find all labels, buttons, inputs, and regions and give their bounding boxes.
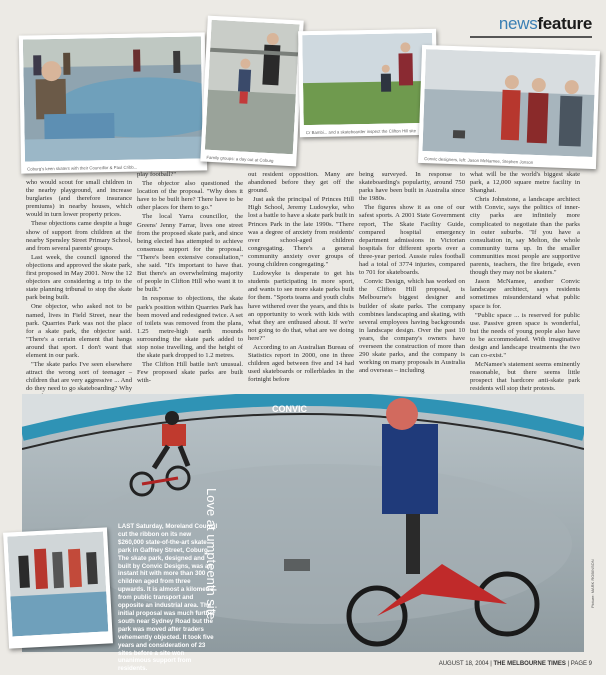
paragraph: The objector also questioned the location of the proposal. "Why does it have to be built here? There have to be other places for them to go." <box>137 180 243 212</box>
paragraph: The figures show it as one of our safest sports. A 2001 State Government report, The Skate Facility Guide, compared hospital emergency department admissions in Victorian hospitals for different sports over a three-year period. Aussie rules football had a total of 3774 injuries, compared to 701 for skateboards. <box>359 204 465 277</box>
photo-credit: Picture: MARK ROBINSON <box>590 559 595 608</box>
paragraph: The local Yarra councillor, the Greens' Jenny Farrar, lives one street from the proposed skate park, and since being elected has attempted to achieve consensus support for the proposal. "There's been extensive consultation," she said. "It's important to have that. But there's an overwhelming majority of people in Clifton Hill who want it to be built." <box>137 213 243 294</box>
paragraph: who would scout for small children in the nearby playground, and increase burglaries (and therefore insurance premiums) in nearby houses, which would in turn lower property prices. <box>26 179 132 219</box>
footer-date: AUGUST 18, 2004 <box>438 661 489 667</box>
paragraph: Ludowyke is desperate to get his students participating in more sport, and wants to see more skate parks built for them. "Sports teams and youth clubs have withered over the years, and this is an opportunity to work with kids with what they are enthused about. If we're not going to do that, what are we doing here?" <box>248 270 354 342</box>
article-column-1 <box>26 179 132 403</box>
footer-separator: | <box>567 661 571 667</box>
paragraph: Convic Design, which has worked on the Clifton Hill proposal, is Melbourne's biggest designer and builder of skate parks. The company combines landscaping and skating, with several employees having backgrounds in landscape design. Over the past 10 years, the company's owners have overseen the construction of more than 290 skate parks, and the company is working on many proposals in Australia and overseas – including <box>359 278 465 375</box>
photo-caption: Cr Bambi... and a skateboarder inspect the Clifton Hill site <box>305 128 416 136</box>
skaters-image <box>23 36 203 161</box>
footer-separator: | <box>490 661 494 667</box>
paragraph: The Clifton Hill battle isn't unusual. Few proposed skate parks are built with- <box>137 361 243 385</box>
photo-skaters-coburg <box>19 32 207 173</box>
article-column-4 <box>359 171 465 376</box>
paragraph: These objections came despite a huge show of support from children at the nearby Spensley Street Primary School, and from several parents' groups. <box>26 220 132 252</box>
paragraph: what will be the world's biggest skate park, a 12,000 square metre facility in Shanghai. <box>470 171 580 195</box>
family-image <box>205 20 300 154</box>
paragraph: In response to objections, the skate park's position within Quarries Park has been moved and redesigned twice. A set of toilets was removed from the plans, 1.25 metre-high earth mounds surrounding the skate park added to stop noise travelling, and the height of the skate park dropped to 1.2 metres. <box>137 295 243 360</box>
paragraph: Just ask the principal of Princes Hill High School, Jeremy Ludowyke, who lost a battle to have a skate park built in Princes Park in the late 1990s. "There was a degree of anxiety from residents' over school-aged children congregating. There's a general community anxiety over groups of young children congregating." <box>248 196 354 269</box>
page-footer <box>439 661 592 667</box>
paragraph: McNamee's statement seems eminently reasonable, but there seems little prospect that hardcore anti-skate park residents will stop their protests. <box>470 361 580 393</box>
paragraph: out resident opposition. Many are abandoned before they get off the ground. <box>248 171 354 195</box>
photo-convic-designers <box>418 45 600 169</box>
site-image <box>302 33 434 125</box>
bowl-text: CONVIC <box>272 404 308 414</box>
photo-family-groups <box>200 16 304 167</box>
inset-crowd-image <box>7 532 108 637</box>
paragraph: Chris Johnstone, a landscape architect with Convic, says the politics of inner-city parks are infinitely more complicated to negotiate than the parks in outer suburbs. "If you have a consultation in, say Melton, the whole community turns up. In the smaller communities most people are supportive parents, teachers, the fire brigade, even though they may not be skaters." <box>470 196 580 277</box>
photo-caption: Coburg's keen skaters with their Councillor & Paul Cribb... <box>27 164 138 172</box>
paragraph: being surveyed. In response to skateboarding's popularity, around 750 parks have been built in Australia since the 1980s. <box>359 171 465 203</box>
photo-caption: Family groups: a day out at Coburg <box>206 154 274 164</box>
footer-paper: THE MELBOURNE TIMES <box>493 661 566 667</box>
article-column-2 <box>137 171 243 386</box>
paragraph: "The skate parks I've seen elsewhere attract the wrong sort of teenager – children that are very aggressive ... And do they need to go skateboarding? Why <box>26 361 132 393</box>
paragraph: play football?" <box>137 171 177 178</box>
designers-image <box>422 49 595 157</box>
section-label-news: news <box>498 14 538 33</box>
sidebar-text: LAST Saturday, Moreland Council cut the ribbon on its new $260,000 state-of-the-art skate park in Gaffney Street, Coburg. The skate park, designed and built by Convic Designs, was an instant hit with more than 300 children aged from three upwards. It is almost a kilometre from public transport and opposite an industrial area. The initial proposal was much further south near Sydney Road but the park was moved after traders vehemently objected. It took five years and consideration of 23 sites before a site won unanimous support from residents. <box>118 523 218 673</box>
photo-inset-coburg-crowd <box>3 527 113 648</box>
paragraph: Last week, the council ignored the objections and approved the skate park, first proposed in May 2001. Now the 12 objectors are considering a trip to the state planning tribunal to stop the skate park being built. <box>26 253 132 302</box>
vertical-headline: Love at umpteenth site <box>204 488 219 620</box>
photo-clifton-hill-site <box>298 29 438 137</box>
article-column-5 <box>470 171 580 395</box>
section-header <box>499 14 592 34</box>
section-label-feature: feature <box>537 14 592 33</box>
photo-caption: Convic designers, left: Jason McNamee, Stephen Jonson <box>424 156 534 165</box>
paragraph: One objector, who asked not to be named, lives in Field Street, near the park. Quarries Park was not the place for a skate park, the objector said. "There's a certain element that hangs around that sport. I don't want that element in our park. <box>26 303 132 359</box>
paragraph: Jason McNamee, another Convic landscape architect, says residents sometimes misunderstand what public space is for. <box>470 278 580 310</box>
paragraph: "Public space ... is reserved for public use. Passive green space is wonderful, but the needs of young people also have to be accommodated. With imaginative design and landscape treatments the two can co-exist." <box>470 311 580 360</box>
footer-page: PAGE 9 <box>570 661 592 667</box>
article-column-3 <box>248 171 354 385</box>
paragraph: According to an Australian Bureau of Statistics report in 2000, one in three children aged between five and 14 had used skateboards or rollerblades in the fortnight before <box>248 343 354 384</box>
header-rule <box>470 36 592 38</box>
